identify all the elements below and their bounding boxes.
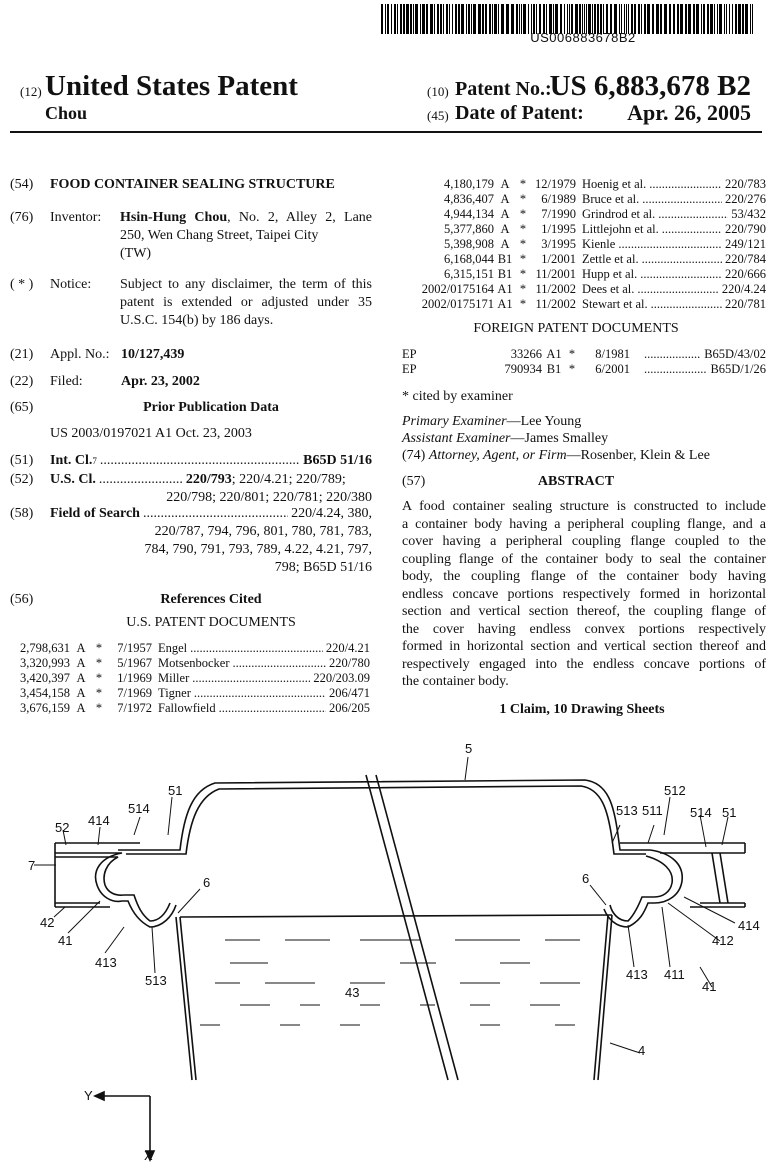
code-45: (45) — [427, 108, 449, 123]
field-search-line4: 798; B65D 51/16 — [274, 560, 372, 575]
assistant-examiner: Assistant Examiner—James Smalley — [402, 431, 609, 446]
left-flange-inner — [55, 857, 170, 921]
cover-inner-line — [126, 786, 646, 854]
patent-figure — [0, 735, 770, 1164]
figure-label: 414 — [88, 813, 110, 828]
contents-dashes — [200, 940, 580, 1025]
reference-row: 3,454,158 A * 7/1969 Tigner ..... 206/471 — [12, 686, 370, 701]
foreign-docs-title: FOREIGN PATENT DOCUMENTS — [473, 321, 679, 336]
figure-label: 5 — [465, 741, 473, 756]
header-rule — [10, 131, 762, 133]
figure-label: 413 — [626, 967, 648, 982]
prior-pub-value: US 2003/0197021 A1 Oct. 23, 2003 — [50, 426, 252, 441]
figure-label: 513 — [145, 973, 167, 988]
us-docs-title: U.S. PATENT DOCUMENTS — [126, 615, 296, 630]
axes — [95, 1096, 150, 1160]
abstract-line: section and vertical section thereof, the coupling flange of — [402, 604, 766, 619]
notice-text: Subject to any disclaimer, the term of this patent is extended or adjusted under 35 U.S.C. 154(b) by 186 days. — [120, 277, 372, 328]
references-title: References Cited — [160, 592, 262, 607]
figure-label: 42 — [40, 915, 55, 930]
code-51: (51) — [10, 453, 34, 468]
figure-label: 513 — [616, 803, 638, 818]
figure-label: 41 — [58, 933, 73, 948]
abstract-line: the container body. — [402, 674, 509, 689]
code-52: (52) — [10, 472, 34, 487]
claims-summary: 1 Claim, 10 Drawing Sheets — [499, 702, 665, 717]
left-flange-outer — [55, 853, 176, 927]
inventor-short: Chou — [45, 103, 88, 123]
appl-no: 10/127,439 — [121, 347, 185, 362]
abstract-line: formed in horizontal section and vertical section thereof and — [402, 639, 766, 654]
code-10: (10) — [427, 84, 449, 99]
figure-label: 52 — [55, 820, 70, 835]
figure-label: 6 — [203, 875, 211, 890]
figure-label: 514 — [690, 805, 712, 820]
reference-row: 6,315,151 B1 * 11/2001 Hupp et al. ..... 220/666 — [402, 267, 766, 282]
figure-label: 411 — [664, 967, 685, 982]
date-label: Date of Patent: — [455, 102, 584, 124]
reference-row: 5,398,908 A * 3/1995 Kienle ..... 249/121 — [402, 237, 766, 252]
patent-number: US 6,883,678 B2 — [549, 70, 751, 102]
figure-label: 43 — [345, 985, 360, 1000]
container-right-wall — [598, 915, 612, 1080]
reference-row: 4,180,179 A * 12/1979 Hoenig et al. ..... 220/783 — [402, 177, 766, 192]
barcode-number: US006883678B2 — [530, 30, 636, 45]
us-cl-line2: 220/798; 220/801; 220/781; 220/380 — [166, 490, 372, 505]
abstract-line: coupling flange of the container body to seal the container — [402, 551, 766, 567]
container-right-wall-inner — [594, 915, 608, 1080]
int-cl-value: B65D 51/16 — [303, 453, 372, 468]
code-58: (58) — [10, 506, 34, 521]
field-search-row: Field of Search ..... 220/4.24, 380, — [50, 505, 372, 523]
figure-label: 41 — [702, 979, 717, 994]
reference-row: 4,944,134 A * 7/1990 Grindrod et al. ..... 53/432 — [402, 207, 766, 222]
figure-label: 514 — [128, 801, 150, 816]
abstract-line: respectively engaged into the endless concave portions of — [402, 656, 766, 672]
code-22: (22) — [10, 374, 34, 389]
inventor-address: Hsin-Hung Chou, No. 2, Alley 2, Lane 250, Wen Chang Street, Taipei City (TW) — [120, 210, 373, 261]
code-76: (76) — [10, 210, 34, 225]
foreign-reference-row: EP 790934 B1 * 6/2001 ..... B65D/1/26 — [402, 362, 766, 377]
figure-label: 413 — [95, 955, 117, 970]
int-cl-row: Int. Cl. 7 ..... B65D 51/16 — [50, 452, 372, 470]
figure-label: 4 — [638, 1043, 646, 1058]
figure-label: 414 — [738, 918, 760, 933]
figure-label: 6 — [582, 871, 590, 886]
patent-date: Apr. 26, 2005 — [627, 100, 751, 125]
abstract-line: cover having a peripheral coupling flange coupled to the — [402, 534, 766, 549]
inventor-label: Inventor: — [50, 210, 102, 225]
reference-row: 3,676,159 A * 7/1972 Fallowfield ..... 206/205 — [12, 701, 370, 716]
abstract-line: endless concave portions respectively formed in horizontal — [402, 586, 766, 602]
container-left-wall-inner — [176, 917, 192, 1080]
foreign-reference-row: EP 33266 A1 * 8/1981 ..... B65D/43/02 — [402, 347, 766, 362]
patent-title: United States Patent — [45, 70, 298, 102]
inventor-name: Hsin-Hung Chou — [120, 210, 228, 225]
code-12: (12) — [20, 84, 42, 99]
patent-no-label: Patent No.: — [455, 78, 552, 100]
reference-row: 4,836,407 A * 6/1989 Bruce et al. ..... 220/276 — [402, 192, 766, 207]
attorney: (74) Attorney, Agent, or Firm—Rosenber, Klein & Lee — [402, 448, 710, 463]
cited-by-examiner: * cited by examiner — [402, 389, 513, 404]
figure-label: 511 — [642, 803, 663, 818]
break-lines — [366, 775, 458, 1080]
reference-row: 2,798,631 A * 7/1957 Engel ..... 220/4.21 — [12, 641, 370, 656]
notice-label: Notice: — [50, 277, 92, 292]
code-54: (54) — [10, 177, 34, 192]
us-cl-row: U.S. Cl. ..... 220/793 ; 220/4.21; 220/789; — [50, 471, 372, 489]
notice-code: ( * ) — [10, 277, 34, 292]
appl-no-label: Appl. No.: — [50, 347, 110, 362]
code-57: (57) — [402, 474, 426, 489]
left-lower-lines — [55, 903, 110, 907]
abstract-line: the cover having endless convex portions respectively — [402, 621, 766, 637]
figure-label: 51 — [168, 783, 183, 798]
figure-label: 7 — [28, 858, 36, 873]
figure-label: Y — [84, 1088, 93, 1103]
reference-row: 6,168,044 B1 * 1/2001 Zettle et al. ..... 220/784 — [402, 252, 766, 267]
primary-examiner: Primary Examiner—Lee Young — [402, 414, 582, 429]
filed-date: Apr. 23, 2002 — [121, 374, 200, 389]
figure-label: 412 — [712, 933, 734, 948]
reference-row: 2002/0175171 A1 * 11/2002 Stewart et al. ..... 220/781 — [402, 297, 766, 312]
container-top-line — [180, 915, 612, 917]
abstract-line: A food container sealing structure is constructed to include — [402, 499, 766, 514]
prior-pub-title: Prior Publication Data — [143, 400, 279, 415]
code-56: (56) — [10, 592, 34, 607]
reference-row: 5,377,860 A * 1/1995 Littlejohn et al. ..... 220/790 — [402, 222, 766, 237]
reference-row: 3,320,993 A * 5/1967 Motsenbocker ..... 220/780 — [12, 656, 370, 671]
figure-label: 51 — [722, 805, 737, 820]
field-search-line2: 220/787, 794, 796, 801, 780, 781, 783, — [154, 524, 372, 539]
figure-label: X — [144, 1148, 153, 1163]
filed-label: Filed: — [50, 374, 83, 389]
reference-row: 3,420,397 A * 1/1969 Miller ..... 220/203.09 — [12, 671, 370, 686]
abstract-title: ABSTRACT — [537, 474, 615, 489]
code-65: (65) — [10, 400, 34, 415]
field-search-line3: 784, 790, 791, 793, 789, 4.22, 4.21, 797, — [144, 542, 372, 557]
abstract-text — [402, 498, 766, 691]
abstract-line: a container body having a peripheral coupling flange, and a — [402, 516, 766, 532]
invention-title: FOOD CONTAINER SEALING STRUCTURE — [50, 177, 335, 192]
figure-label: 512 — [664, 783, 686, 798]
abstract-line: body, the coupling flange of the container body having — [402, 569, 766, 584]
reference-row: 2002/0175164 A1 * 11/2002 Dees et al. ..... 220/4.24 — [402, 282, 766, 297]
code-21: (21) — [10, 347, 34, 362]
container-left-wall — [180, 917, 196, 1080]
